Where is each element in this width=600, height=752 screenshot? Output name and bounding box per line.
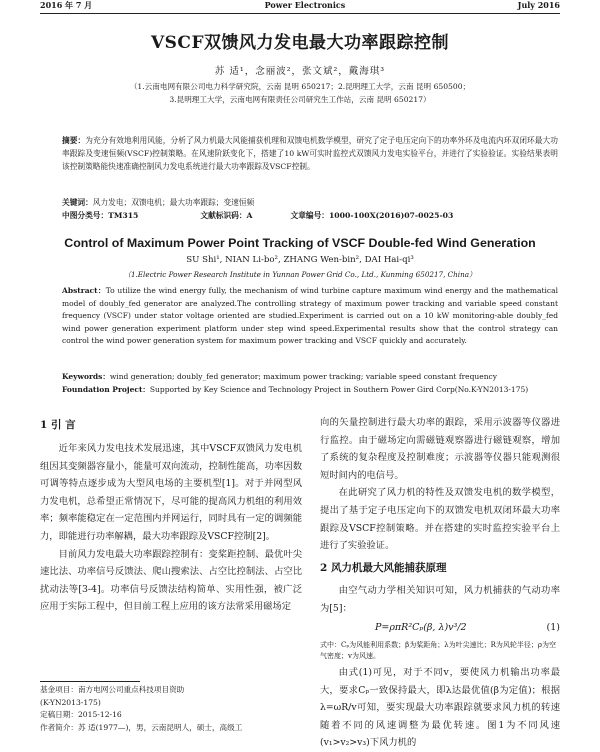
paragraph: 近年来风力发电技术发展迅速，其中VSCF双馈风力发电机组因其变频器容量小，能量可双向流动，控制性能高，功率因数可调等特点逐步成为大型风电场的主要机型[1]。对于并网型风力发电机，总希望正常情况下，尽可能的提高风力机组的利用效率；频率能稳定在一定范围内并网运行，同时具有一定的调频能力，即能进行功率解耦，最大功率跟踪及VSCF控制[2]。 (40, 443, 302, 542)
keywords-label-en: Keywords： (62, 372, 110, 381)
section-heading-principle: 2 风力机最大风能捕获原理 (320, 562, 447, 574)
classification-meta (62, 210, 558, 221)
affiliations-chinese (70, 80, 530, 106)
foundation-label: Foundation Project： (62, 385, 150, 394)
foundation-english (62, 384, 558, 395)
equation-note: 式中：Cₚ为风能利用系数；β为桨距角；λ为叶尖速比；R为风轮半径；ρ为空气密度；v为风速。 (320, 641, 557, 660)
paragraph: 在此研究了风力机的特性及双馈发电机的数学模型，提出了基于定子电压定向下的双馈发电机双闭环最大功率跟踪及VSCF控制策略。并在搭建的实时监控实验平台上进行了实验验证。 (320, 487, 560, 552)
keywords-text: 风力发电；双馈电机；最大功率跟踪；变速恒频 (92, 198, 255, 207)
equation-number: (1) (546, 622, 560, 633)
header-journal: Power Electronics (264, 0, 346, 10)
keywords-chinese (62, 197, 558, 208)
footnote-line: 基金项目：南方电网公司重点科技项目资助 (40, 685, 185, 694)
paragraph: 由空气动力学相关知识可知，风力机捕获的气动功率为[5]： (320, 585, 560, 614)
footnote-rule (40, 681, 140, 682)
footnote-line: 作者简介：苏 适(1977—)，男，云南昆明人，硕士，高级工 (40, 722, 243, 732)
section-heading-intro: 1 引 言 (40, 419, 76, 431)
paragraph: 向的矢量控制进行最大功率的跟踪，采用示波器等仪器进行监控。由于磁场定向需磁链观察器进行磁链观察，增加了系统的复杂程度及控制难度；示波器等仪器只能观测很短时间内的电信号。 (320, 417, 560, 481)
authors-chinese: 苏 适¹，念丽波²，张文斌²，戴海琪³ (214, 66, 386, 77)
title-english: Control of Maximum Power Point Tracking of VSCF Double-fed Wind Generation (64, 236, 536, 250)
paragraph: 目前风力发电最大功率跟踪控制有：变桨距控制、最优叶尖速比法、功率信号反馈法、爬山搜索法、占空比控制法、占空比扰动法等[3-4]。功率信号反馈法结构简单、实用性强，被广泛应用于实际工程中，但目前工程上应用的该方法常采用磁场定 (40, 548, 302, 613)
keywords-english (62, 371, 558, 382)
clc-number: 中图分类号：TM315 (62, 211, 139, 220)
right-column-bottom (320, 664, 560, 752)
abstract-text-en: To utilize the wind energy fully, the mechanism of wind turbine capture maximum wind energy and the mathematical model of doubly_fed generator are analyzed.The controlling strategy of maximum power tracking and variable speed constant frequency (VSCF) under stator voltage oriented are studied.Experiment is carried out on a 10 kW monitoring-able doubly_fed wind power generation experiment platform under step wind speed.Experimental results show that the control strategy can control the wind power generation system for maximum power tracking and VSCF quickly and accurately. (62, 286, 558, 346)
title-chinese: VSCF双馈风力发电最大功率跟踪控制 (150, 33, 450, 53)
left-column (40, 440, 302, 616)
footnotes (40, 684, 300, 734)
footnote-line: 定稿日期：2015-12-16 (40, 710, 122, 719)
authors-english: SU Shi¹, NIAN Li-bo², ZHANG Wen-bin², DAI Hai-qi³ (186, 255, 414, 265)
running-header (40, 0, 560, 14)
abstract-english (62, 285, 558, 348)
right-column-mid (320, 582, 560, 617)
affiliation-line: 3.昆明理工大学，云南电网有限责任公司研究生工作站，云南 昆明 650217） (169, 95, 431, 104)
equation-1 (320, 622, 560, 638)
affiliation-line: （1.云南电网有限公司电力科学研究院，云南 昆明 650217；2.昆明理工大学，云南 昆明 650500； (129, 82, 471, 91)
article-number: 文章编号：1000-100X(2016)07-0025-03 (290, 211, 454, 220)
header-date: 2016 年 7 月 (40, 0, 93, 10)
abstract-chinese (62, 134, 558, 173)
keywords-text-en: wind generation; doubly_fed generator; maximum power tracking; variable speed constant frequency (109, 372, 497, 381)
abstract-label: 摘要： (62, 136, 86, 145)
keywords-label: 关键词： (62, 198, 93, 207)
footnote-line: (K-YN2013-175) (40, 697, 101, 707)
document-code: 文献标识码：A (200, 211, 253, 220)
equation-expression: P=ρπR²Cₚ(β, λ)v³/2 (375, 622, 467, 633)
abstract-text: 为充分有效地利用风能，分析了风力机最大风能捕获机理和双馈电机数学模型，研究了定子电压定向下的功率外环及电流内环双闭环最大功率跟踪及变速恒频(VSCF)控制策略。在风速阶跃变化下，搭建了10 kW可实时监控式双馈风力发电实验平台，并进行了实验验证。实验结果表明该控制策略能快速准确控制风力发电系统进行最大功率跟踪及VSCF控制。 (62, 136, 558, 171)
right-column-top (320, 414, 560, 555)
header-date-en: July 2016 (517, 0, 560, 10)
affiliation-english: （1.Electric Power Research Institute in Yunnan Power Grid Co., Ltd., Kunming 650217, China） (123, 270, 477, 279)
abstract-label-en: Abstract： (62, 286, 106, 295)
paragraph: 由式(1)可见，对于不同v，要使风力机输出功率最大，要求Cₚ一致保持最大，即λ达最优值(β为定值)；根据λ=ωR/v可知，要实现最大功率跟踪就要求风力机的转速随着不同的风速调整为最优转速。图1为不同风速(v₁>v₂>v₃)下风力机的 (320, 667, 560, 749)
foundation-text: Supported by Key Science and Technology Project in Southern Power Gird Corp(No.K-YN2013-175) (149, 385, 529, 394)
